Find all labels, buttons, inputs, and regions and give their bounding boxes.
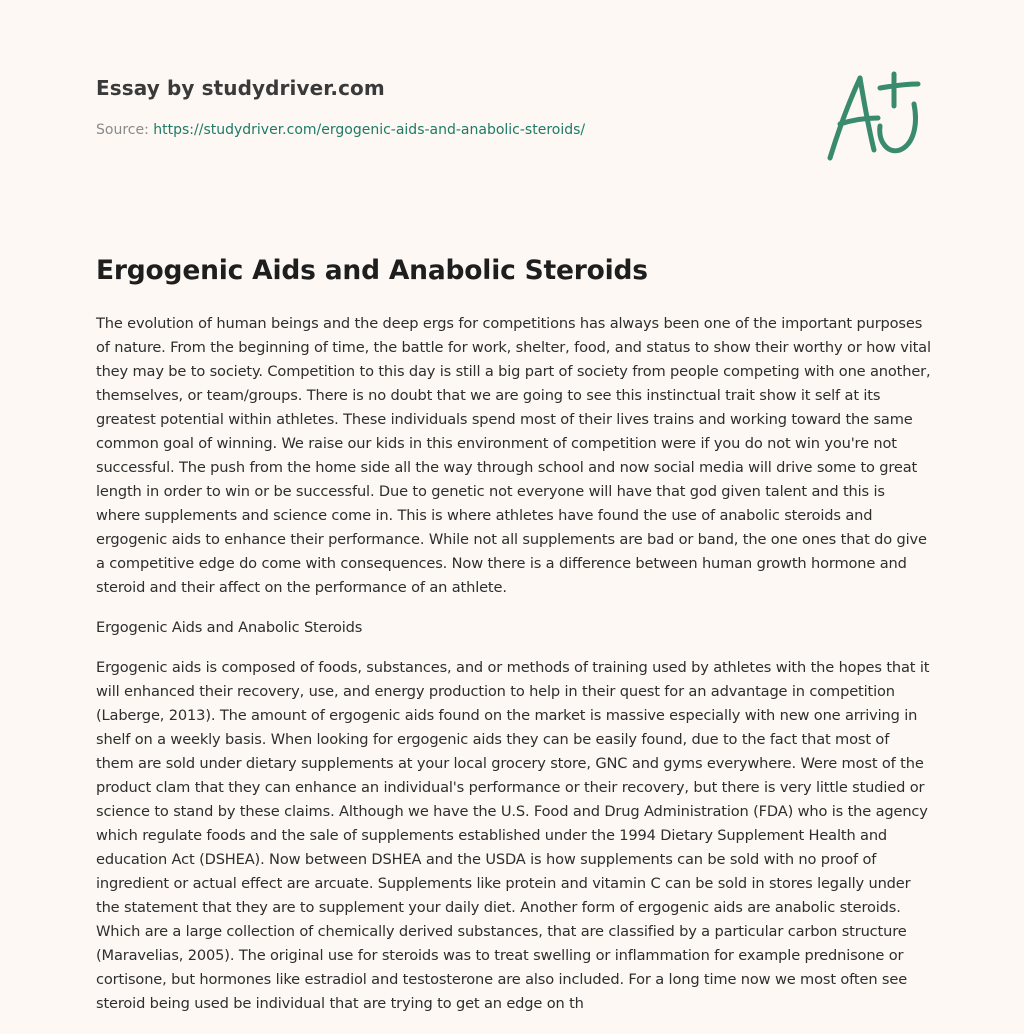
article-title: Ergogenic Aids and Anabolic Steroids bbox=[96, 255, 648, 286]
source-line bbox=[96, 122, 756, 138]
site-title: Essay by studydriver.com bbox=[96, 76, 385, 100]
article bbox=[96, 255, 931, 1032]
source-label: Source: bbox=[96, 122, 154, 138]
section-heading: Ergogenic Aids and Anabolic Steroids bbox=[96, 619, 363, 636]
a-plus-grade-logo-icon bbox=[822, 66, 932, 166]
article-paragraph: Ergogenic aids is composed of foods, substances, and or methods of training used by athletes with the hopes that it will enhanced their recovery, use, and energy production to help in their quest for an advantage in competition (Laberge, 2013). The amount of ergogenic aids found on the market is massive especially with new one arriving in shelf on a weekly basis. When looking for ergogenic aids they can be easily found, due to the fact that most of them are sold under dietary supplements at your local grocery store, GNC and gyms everywhere. Were most of the product clam that they can enhance an individual's performance or their recovery, but there is very little studied or science to stand by these claims. Although we have the U.S. Food and Drug Administration (FDA) who is the agency which regulate foods and the sale of supplements established under the 1994 Dietary Supplement Health and education Act (DSHEA). Now between DSHEA and the USDA is how supplements can be sold with no proof of ingredient or actual effect are arcuate. Supplements like protein and vitamin C can be sold in stores legally under the statement that they are to supplement your daily diet. Another form of ergogenic aids are anabolic steroids. Which are a large collection of chemically derived substances, that are classified by a particular carbon structure (Maravelias, 2005). The original use for steroids was to treat swelling or inflammation for example prednisone or cortisone, but hormones like estradiol and testosterone are also included. For a long time now we most often see steroid being used be individual that are trying to get an edge on th bbox=[96, 659, 930, 1012]
article-paragraph: The evolution of human beings and the deep ergs for competitions has always been one of the important purposes of nature. From the beginning of time, the battle for work, shelter, food, and status to show their worthy or how vital they may be to society. Competition to this day is still a big part of society from people competing with one another, themselves, or team/groups. There is no doubt that we are going to see this instinctual trait show it self at its greatest potential within athletes. These individuals spend most of their lives trains and working toward the same common goal of winning. We raise our kids in this environment of competition were if you do not win you're not successful. The push from the home side all the way through school and now social media will drive some to great length in order to win or be successful. Due to genetic not everyone will have that god given talent and this is where supplements and science come in. This is where athletes have found the use of anabolic steroids and ergogenic aids to enhance their performance. While not all supplements are bad or band, the one ones that do give a competitive edge do come with consequences. Now there is a difference between human growth hormone and steroid and their affect on the performance of an athlete. bbox=[96, 315, 931, 596]
essay-header bbox=[96, 76, 756, 138]
source-link[interactable]: https://studydriver.com/ergogenic-aids-and-anabolic-steroids/ bbox=[153, 122, 586, 138]
